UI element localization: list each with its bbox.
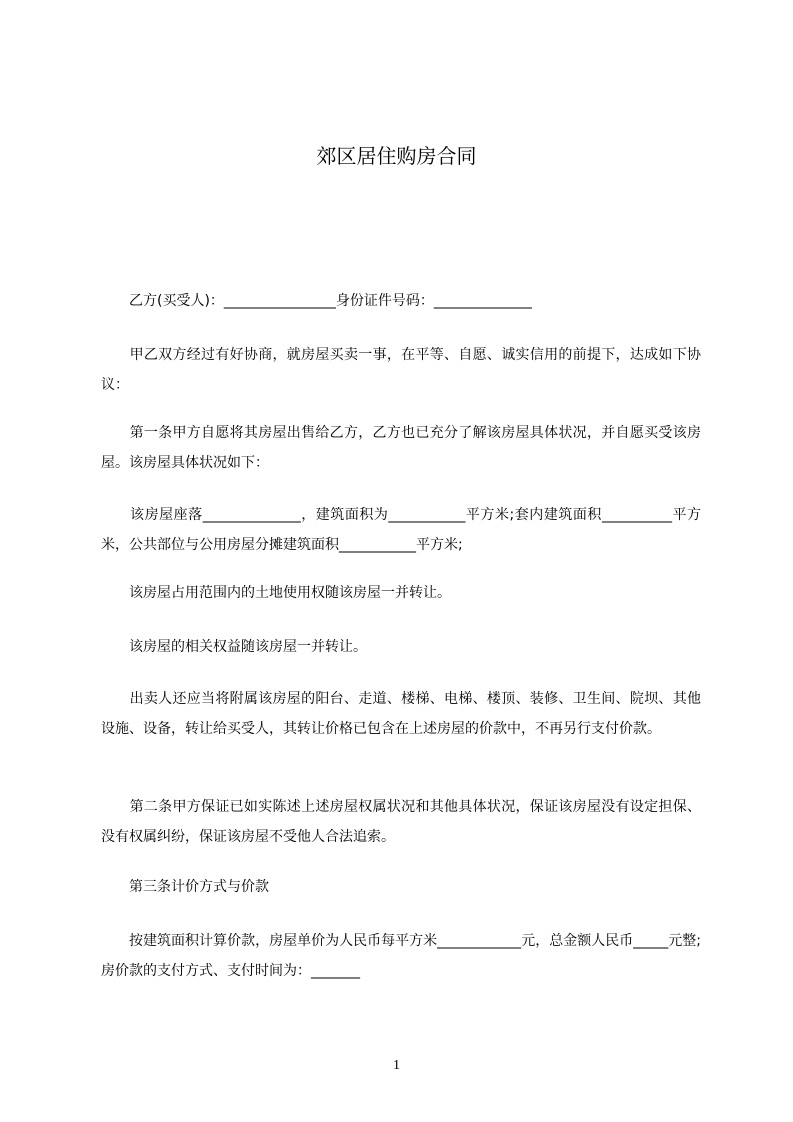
- article-1-paragraph: 第一条甲方自愿将其房屋出售给乙方，乙方也已充分了解该房屋具体状况，并自愿买受该房屋。该房屋具体状况如下：: [101, 425, 701, 471]
- related-rights-paragraph: 该房屋的相关权益随该房屋一并转让。: [101, 639, 367, 655]
- article-2-paragraph: 第二条甲方保证已如实陈述上述房屋权属状况和其他具体状况，保证该房屋没有设定担保、没有权属纠纷，保证该房屋不受他人合法追索。: [101, 799, 701, 845]
- article-3-heading: 第三条计价方式与价款: [101, 879, 269, 895]
- page-number: 1: [393, 1058, 400, 1073]
- attachments-paragraph: 出卖人还应当将附属该房屋的阳台、走道、楼梯、电梯、楼顶、装修、卫生间、院坝、其他设施、设备，转让给买受人，其转让价格已包含在上述房屋的价款中，不再另行支付价款。: [101, 691, 701, 737]
- property-details-paragraph: 该房屋座落______________，建筑面积为___________平方米;套内建筑面积__________平方米，公共部位与公用房屋分摊建筑面积___________平方米;: [101, 507, 701, 553]
- contract-title: 郊区居住购房合同: [316, 144, 477, 168]
- land-use-right-paragraph: 该房屋占用范围内的土地使用权随该房屋一并转让。: [101, 585, 451, 601]
- pricing-paragraph: 按建筑面积计算价款，房屋单价为人民币每平方米____________元，总金额人民币_____元整;房价款的支付方式、支付时间为：_______: [101, 933, 701, 979]
- preamble-paragraph: 甲乙双方经过有好协商，就房屋买卖一事，在平等、自愿、诚实信用的前提下，达成如下协议：: [101, 347, 701, 393]
- party-b-line: 乙方(买受人)：________________身份证件号码：______________: [101, 293, 532, 309]
